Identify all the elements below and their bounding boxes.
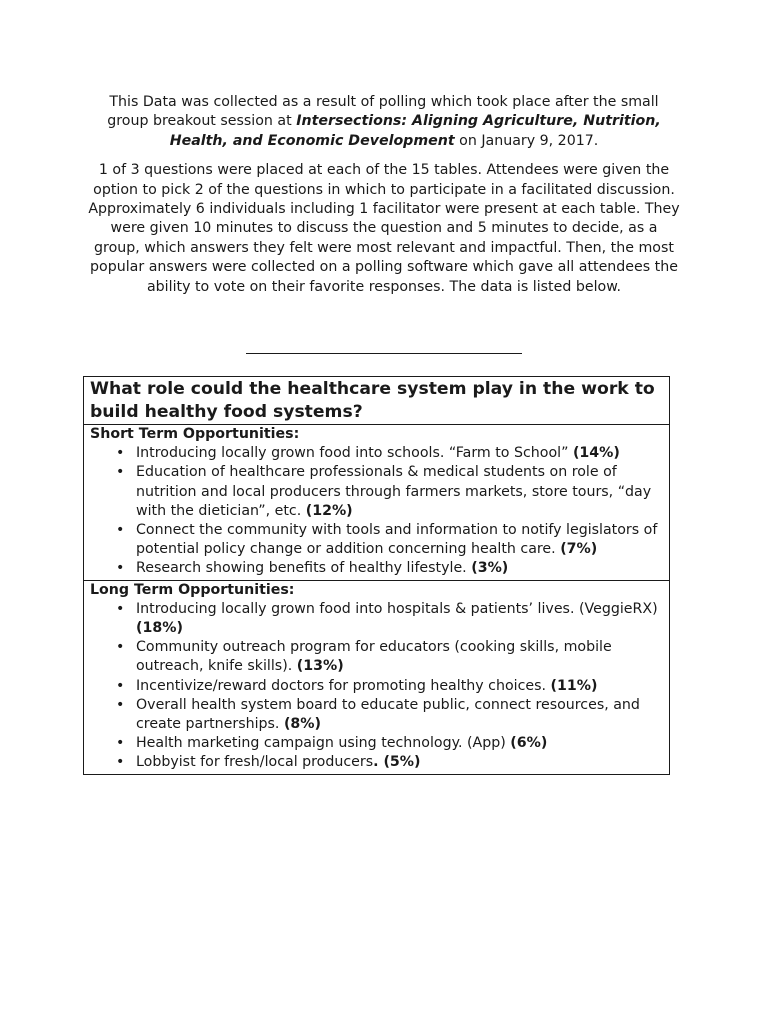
item-text: Introducing locally grown food into schools. “Farm to School”: [136, 445, 573, 462]
item-text: Connect the community with tools and information to notify legislators of potential policy change or addition concerning health care.: [136, 522, 658, 558]
separator-line: [246, 353, 522, 354]
list-item: [136, 600, 663, 638]
intro-text: [88, 93, 680, 297]
item-percent: . (5%): [373, 754, 421, 771]
item-text: Health marketing campaign using technology. (App): [136, 735, 511, 752]
item-text: Overall health system board to educate public, connect resources, and create partnerships.: [136, 696, 640, 733]
long-term-section: [84, 580, 669, 774]
item-percent: (12%): [305, 502, 353, 519]
item-text: Introducing locally grown food into hospitals & patients’ lives. (VeggieRX): [136, 600, 658, 617]
item-percent: (6%): [510, 735, 548, 752]
event-title: Intersections: Aligning Agriculture, Nutrition, Health, and Economic Development: [169, 113, 661, 149]
short-term-section: [84, 425, 669, 580]
list-item: [136, 734, 663, 753]
item-percent: (13%): [296, 658, 344, 675]
list-item: [136, 677, 663, 696]
long-term-list: [90, 600, 663, 773]
list-item: [136, 559, 663, 578]
list-item: [136, 444, 663, 463]
list-item: [136, 463, 663, 521]
item-percent: (11%): [550, 677, 598, 694]
table-question: What role could the healthcare system play in the work to build healthy food systems?: [84, 377, 669, 425]
short-term-list: [90, 444, 663, 578]
opportunities-table: [83, 376, 670, 775]
long-term-title: Long Term Opportunities:: [90, 581, 295, 598]
item-percent: (14%): [572, 445, 620, 462]
item-text: Lobbyist for fresh/local producers: [136, 754, 374, 771]
intro-paragraph-2: 1 of 3 questions were placed at each of the 15 tables. Attendees were given the option to pick 2 of the questions in which to participate in a facilitated discussion. Approximately 6 individuals including 1 facilitator were present at each table. They were given 10 minutes to discuss the question and 5 minutes to decide, as a group, which answers they felt were most relevant and impactful. Then, the most popular answers were collected on a polling software which gave all attendees the ability to vote on their favorite responses. The data is listed below.: [88, 162, 680, 295]
item-text: Community outreach program for educators (cooking skills, mobile outreach, knife skills).: [136, 639, 612, 675]
list-item: [136, 696, 663, 734]
list-item: [136, 521, 663, 559]
intro-p1-after: on January 9, 2017.: [454, 132, 599, 149]
item-percent: (3%): [471, 560, 509, 577]
list-item: [136, 638, 663, 676]
item-percent: (18%): [136, 620, 183, 637]
item-percent: (7%): [560, 541, 598, 558]
intro-p1-before: This Data was collected as a result of polling which took place after the small group breakout session at: [107, 94, 659, 130]
list-item: [136, 753, 663, 772]
item-percent: (8%): [283, 716, 321, 733]
short-term-title: Short Term Opportunities:: [90, 426, 300, 442]
item-text: Research showing benefits of healthy lifestyle.: [136, 560, 472, 577]
item-text: Incentivize/reward doctors for promoting healthy choices.: [136, 677, 551, 694]
intro-paragraph-1: [88, 93, 680, 151]
item-text: Education of healthcare professionals & medical students on role of nutrition and local producers through farmers markets, store tours, “day with the dietician”, etc.: [136, 464, 652, 519]
